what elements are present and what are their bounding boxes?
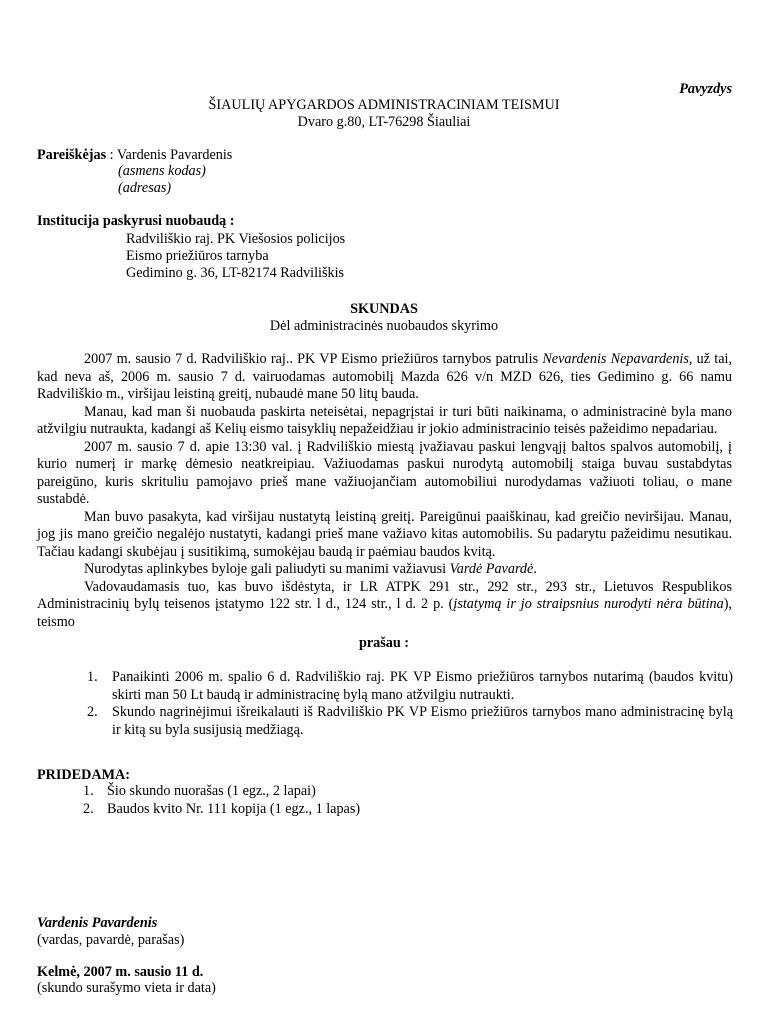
applicant-address-hint: (adresas) [118, 180, 172, 196]
attachments-list [83, 783, 583, 818]
list-item: 2. Skundo nagrinėjimui išreikalauti iš Radviliškio PK VP Eismo priežiūros tarnybos mano administracinę bylą ir kitą su byla susijusią medžiagą. [87, 704, 733, 738]
witness-name: Vardė Pavardė [449, 561, 534, 577]
court-name: ŠIAULIŲ APYGARDOS ADMINISTRACINIAM TEISMUI [208, 97, 560, 113]
body-paragraph-2: Manau, kad man ši nuobauda paskirta neteisėtai, nepagrįstai ir turi būti naikinama, o administracinė byla mano atžvilgiu nutraukta, kadangi aš Kelių eismo taisyklių nepažeidžiau ir jokio administracinio teisės pažeidimo nepadariau. [37, 403, 732, 437]
body-paragraph-4: Man buvo pasakyta, kad viršijau nustatytą leistiną greitį. Pareigūnui paaiškinau, kad greičio neviršijau. Manau, jog jis mano greičio negalėjo nustatyti, kadangi prieš mane važiavo kitas automobilis. Su padarytu pažeidimu nesutikau. Tačiau kadangi skubėjau į susitikimą, sumokėjau baudą ir paėmiau baudos kvitą. [37, 508, 732, 560]
list-item: 1. Šio skundo nuorašas (1 egz., 2 lapai) [83, 783, 316, 799]
request-label: prašau : [358, 635, 410, 651]
law-note: įstatymą ir jo straipsnius nurodyti nėra būtina [453, 596, 724, 612]
complaint-title: SKUNDAS [350, 301, 418, 317]
list-item: 2. Baudos kvito Nr. 111 kopija (1 egz., 1 lapas) [83, 800, 361, 817]
example-tag: Pavyzdys [679, 81, 732, 97]
institution-line-3: Gedimino g. 36, LT-82174 Radviliškis [126, 265, 345, 281]
applicant-separator: : [106, 147, 117, 163]
place-date: Kelmė, 2007 m. sausio 11 d. [37, 964, 204, 980]
institution-line-1: Radviliškio raj. PK Viešosios policijos [126, 231, 346, 247]
signature-hint: (vardas, pavardė, parašas) [37, 932, 185, 948]
complaint-subtitle: Dėl administracinės nuobaudos skyrimo [269, 318, 499, 334]
body-paragraph-3: 2007 m. sausio 7 d. apie 13:30 val. į Radviliškio miestą įvažiavau paskui lengvąjį baltos spalvos automobilį, į kurio numerį ir markę dėmesio neatkreipiau. Važiuodamas paskui nurodytą automobilį staiga buvau sustabdytas pareigūno, kuris skrituliu pamojavo prieš mane važiuojančiam automobiliui nurodydamas važiuoti toliau, o mane sustabdė. [37, 438, 732, 507]
place-date-hint: (skundo surašymo vieta ir data) [37, 980, 216, 996]
court-address: Dvaro g.80, LT-76298 Šiauliai [297, 114, 471, 130]
institution-label: Institucija paskyrusi nuobaudą : [37, 213, 235, 229]
body-paragraph-5: Nurodytas aplinkybes byloje gali paliudyti su manimi važiavusi Vardė Pavardė. [84, 561, 537, 577]
complaint-body [37, 351, 732, 631]
institution-line-2: Eismo priežiūros tarnyba [126, 248, 269, 264]
applicant-line [37, 147, 232, 165]
attachments-label: PRIDEDAMA: [37, 767, 130, 783]
body-paragraph-6: Vadovaudamasis tuo, kas buvo išdėstyta, ir LR ATPK 291 str., 292 str., 293 str., Lietuvos Respublikos Administracinių bylų teisenos įstatymo 122 str. l d., 124 str., l d. 2 p. (įstatymą ir jo straipsnius nurodyti nėra būtina), teismo [37, 578, 732, 630]
applicant-label: Pareiškėjas [37, 147, 107, 163]
applicant-id-hint: (asmens kodas) [118, 163, 206, 179]
applicant-name: Vardenis Pavardenis [116, 147, 233, 163]
signature-name: Vardenis Pavardenis [37, 915, 158, 931]
request-list [87, 669, 733, 739]
body-paragraph-1: 2007 m. sausio 7 d. Radviliškio raj.. PK VP Eismo priežiūros tarnybos patrulis Nevardenis Nepavardenis, už tai, kad neva aš, 2006 m. sausio 7 d. vairuodamas automobilį Mazda 626 v/n MZD 626, ties Gedimino g. 66 namu Radviliškio m., viršijau leistiną greitį, nubaudė mane 50 litų bauda. [37, 351, 732, 402]
list-item: 1. Panaikinti 2006 m. spalio 6 d. Radviliškio raj. PK VP Eismo priežiūros tarnybos nutarimą (baudos kvitu) skirti man 50 Lt baudą ir administracinę bylą mano atžvilgiu nutraukti. [87, 669, 733, 703]
officer-name: Nevardenis Nepavardenis [542, 351, 689, 367]
